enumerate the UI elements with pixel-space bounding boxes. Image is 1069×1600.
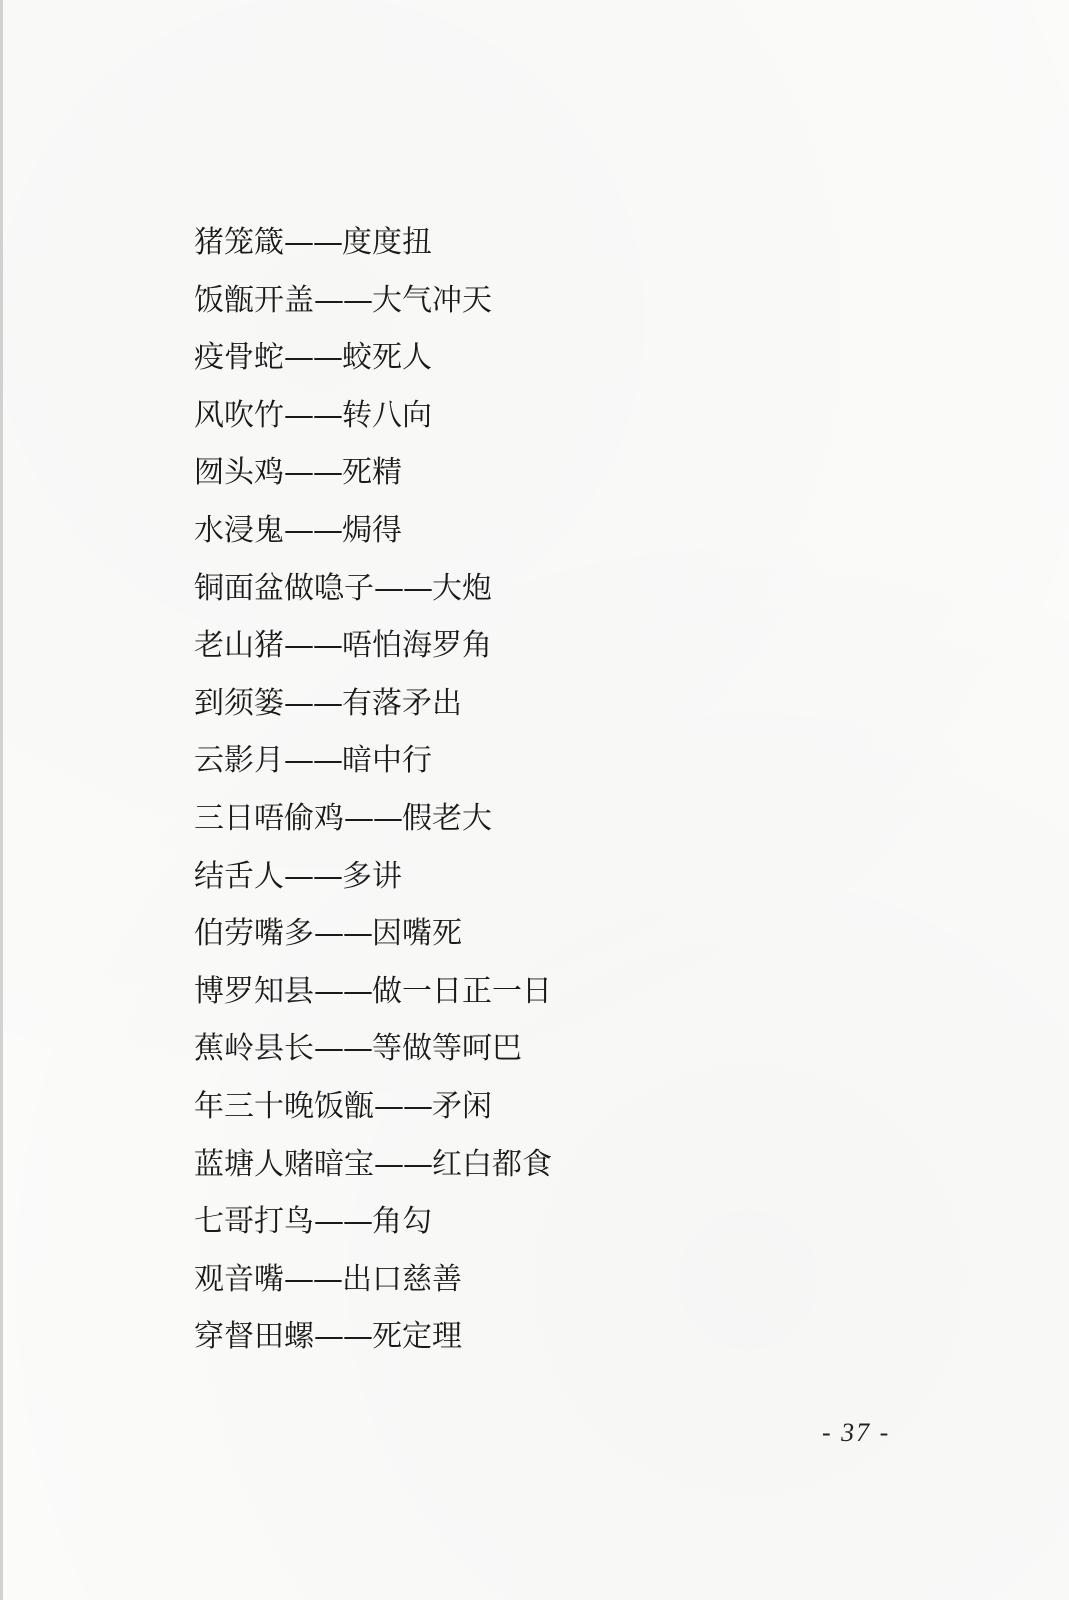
saying-text: 猪笼箴 <box>194 225 284 260</box>
list-item <box>194 905 552 963</box>
list-item <box>194 790 552 848</box>
meaning-text: 蛟死人 <box>342 340 432 376</box>
saying-text: 结舌人 <box>194 858 284 894</box>
list-item <box>194 1251 552 1309</box>
saying-text: 云影月 <box>194 743 284 779</box>
saying-text: 到须篓 <box>194 685 284 721</box>
separator: —— <box>284 628 342 664</box>
saying-text: 七哥打鸟 <box>194 1204 314 1240</box>
saying-text: 水浸鬼 <box>194 512 284 548</box>
separator: —— <box>374 1146 432 1182</box>
separator: —— <box>284 1261 342 1297</box>
saying-text: 蕉岭县长 <box>194 1031 314 1067</box>
meaning-text: 矛闲 <box>432 1088 492 1124</box>
list-item <box>194 1020 552 1078</box>
separator: —— <box>284 685 342 721</box>
saying-text: 伯劳嘴多 <box>194 916 314 952</box>
saying-text: 穿督田螺 <box>194 1319 314 1355</box>
separator: —— <box>284 743 342 779</box>
separator: —— <box>284 225 342 260</box>
saying-text: 观音嘴 <box>194 1261 284 1297</box>
separator: —— <box>314 282 372 318</box>
saying-text: 三日唔偷鸡 <box>194 800 344 836</box>
list-item <box>194 560 552 618</box>
list-item <box>194 387 552 445</box>
meaning-text: 大气冲天 <box>372 282 492 318</box>
meaning-text: 多讲 <box>342 858 402 894</box>
meaning-text: 暗中行 <box>342 743 432 779</box>
list-item <box>194 1193 552 1251</box>
page-edge-shadow <box>0 0 3 1600</box>
meaning-text: 做一日正一日 <box>372 973 552 1009</box>
meaning-text: 焗得 <box>342 512 402 548</box>
list-item <box>194 214 552 272</box>
meaning-text: 出口慈善 <box>342 1261 462 1297</box>
page-number: - 37 - <box>822 1418 891 1447</box>
separator: —— <box>284 397 342 433</box>
separator: —— <box>284 512 342 548</box>
separator: —— <box>314 1319 372 1355</box>
list-item <box>194 444 552 502</box>
meaning-text: 度度扭 <box>342 225 432 260</box>
meaning-text: 因嘴死 <box>372 916 462 952</box>
list-item <box>194 1136 552 1194</box>
saying-text: 风吹竹 <box>194 397 284 433</box>
saying-text: 铜面盆做喼子 <box>194 570 374 606</box>
meaning-text: 大炮 <box>432 570 492 606</box>
list-item <box>194 732 552 790</box>
saying-text: 囫头鸡 <box>194 455 284 491</box>
separator: —— <box>374 570 432 606</box>
list-item <box>194 1078 552 1136</box>
separator: —— <box>374 1088 432 1124</box>
meaning-text: 等做等呵巴 <box>372 1031 522 1067</box>
meaning-text: 角勾 <box>372 1204 432 1240</box>
separator: —— <box>344 800 402 836</box>
list-item <box>194 502 552 560</box>
separator: —— <box>314 973 372 1009</box>
list-item <box>194 963 552 1021</box>
list-item <box>194 848 552 906</box>
separator: —— <box>284 340 342 376</box>
meaning-text: 转八向 <box>342 397 432 433</box>
meaning-text: 假老大 <box>402 800 492 836</box>
list-item <box>194 675 552 733</box>
separator: —— <box>314 916 372 952</box>
separator: —— <box>284 455 342 491</box>
saying-text: 疫骨蛇 <box>194 340 284 376</box>
separator: —— <box>314 1204 372 1240</box>
saying-text: 老山猪 <box>194 628 284 664</box>
saying-text: 年三十晚饭甑 <box>194 1088 374 1124</box>
list-item <box>194 617 552 675</box>
list-item <box>194 1308 552 1366</box>
meaning-text: 唔怕海罗角 <box>342 628 492 664</box>
meaning-text: 死定理 <box>372 1319 462 1355</box>
saying-text: 博罗知县 <box>194 973 314 1009</box>
separator: —— <box>314 1031 372 1067</box>
separator: —— <box>284 858 342 894</box>
meaning-text: 死精 <box>342 455 402 491</box>
saying-text: 蓝塘人赌暗宝 <box>194 1146 374 1182</box>
list-item <box>194 272 552 330</box>
list-item <box>194 329 552 387</box>
meaning-text: 红白都食 <box>432 1146 552 1182</box>
saying-text: 饭甑开盖 <box>194 282 314 318</box>
meaning-text: 有落矛出 <box>342 685 462 721</box>
proverb-list <box>194 214 552 1366</box>
